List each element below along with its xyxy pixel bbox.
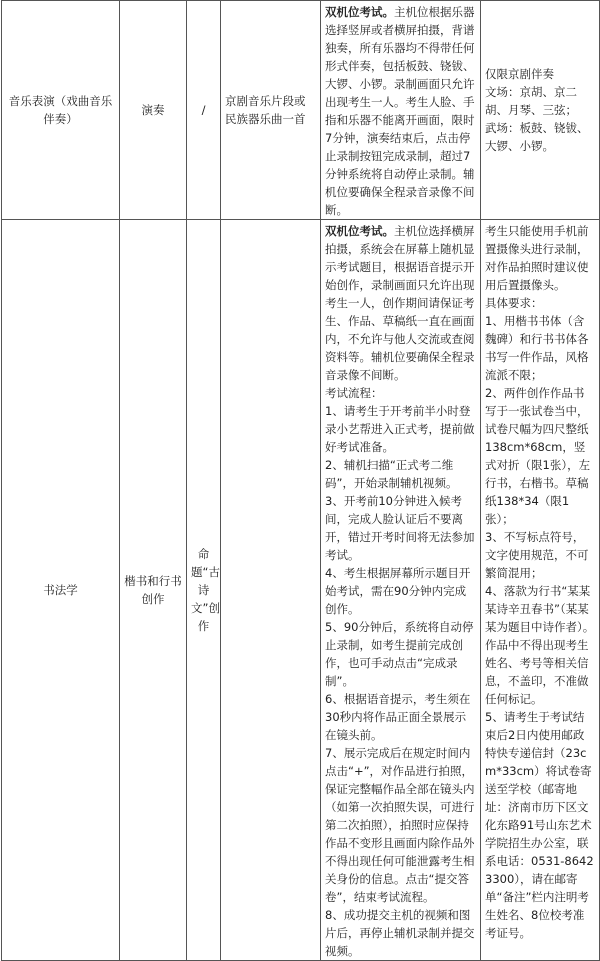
content-cell — [221, 220, 321, 961]
subject-cell: 楷书和行书创作 — [120, 220, 187, 961]
topic-cell: / — [187, 1, 221, 220]
exam-requirements-table — [1, 0, 600, 961]
requirements-heading: 双机位考试。 — [325, 5, 394, 19]
notes-cell — [481, 220, 600, 961]
category-cell: 音乐表演（戏曲音乐伴奏） — [2, 1, 120, 220]
subject-cell: 演奏 — [120, 1, 187, 220]
requirements-text: 主机位根据乐器选择竖屏或者横屏拍摄，背谱独奏，所有乐器均不得带任何形式伴奏，包括板鼓、铙钹、大锣、小锣。录制画面只允许出现考生一人。考生人脸、手指和乐器不能离开画面，限时7分钟，演奏结束后，点击停止录制按钮完成录制，超过7分钟系统将自动停止录制。辅机位要确保全程录音录像不间断。 — [325, 5, 475, 217]
topic-cell: 命题“古诗文”创作 — [187, 220, 221, 961]
table-row — [2, 1, 600, 220]
requirements-heading: 双机位考试。 — [325, 224, 394, 238]
category-cell: 书法学 — [2, 220, 120, 961]
requirements-text: 主机位选择横屏拍摄，系统会在屏幕上随机显示考试题目，根据语音提示开始创作，录制画面只允许出现考生一人，创作期间请保证考生、作品、草稿纸一直在画面内，不允许与他人交流或查阅资料等。辅机位要确保全程录音录像不间断。 考试流程： 1、请考生于开考前半小时登录小艺帮进入正式考，提前做好考试准备。 2、辅机扫描“正式考二维码”，开始录制辅机视频。 3、开考前10分钟进入候考间，完成人脸认证后不要离开，错过开考时间将无法参加考试。 4、考生根据屏幕所示题目开始考试，需在90分钟内完成创作。 5、90分钟后，系统将自动停止录制，如考生提前完成创作，也可手动点击“完成录制”。 6、根据语音提示，考生须在30秒内将作品正面全景展示在镜头前。 7、展示完成后在规定时间内点击“+”，对作品进行拍照，保证完整幅作品全部在镜头内（如第一次拍照失误，可进行第二次拍照），拍照时应保持作品不变形且画面内除作品外不得出现任何可能泄露考生相关身份的信息。点击“提交答卷”，结束考试流程。 8、成功提交主机的视频和图片后，再停止辅机录制并提交视频。 — [325, 224, 475, 958]
content-cell: 京剧音乐片段或民族器乐曲一首 — [221, 1, 321, 220]
notes-text: 考生只能使用手机前置摄像头进行录制，对作品拍照时建议使用后置摄像头。 具体要求： 1、用楷书书体（含魏碑）和行书书体各书写一件作品，风格流派不限； 2、两件创作作品书写于一张试卷当中，试卷尺幅为四尺整纸138cm*68cm，竖式对折（限1张），左行书，右楷书。草稿纸138*34（限1张）； 3、不写标点符号，文字使用规范，不可繁简混用； 4、落款为行书“某某某诗辛丑春书”（某某某为题目中诗作者）。作品中不得出现考生姓名、考号等相关信息，不盖印，不准做任何标记。 5、请考生于考试结束后2日内使用邮政特快专递信封（23cm*33cm）将试卷寄送至学校（邮寄地址：济南市历下区文化东路91号山东艺术学院招生办公室，联系电话：0531-86423300），请在邮寄单“备注”栏内注明考生姓名、8位校考准考证号。 — [485, 224, 595, 940]
notes-cell — [481, 1, 600, 220]
requirements-cell — [321, 220, 481, 961]
notes-text: 仅限京剧伴奏 文场：京胡、京二胡、月琴、三弦； 武场：板鼓、铙钹、大锣、小锣。 — [485, 67, 589, 153]
requirements-cell — [321, 1, 481, 220]
table-row — [2, 220, 600, 961]
